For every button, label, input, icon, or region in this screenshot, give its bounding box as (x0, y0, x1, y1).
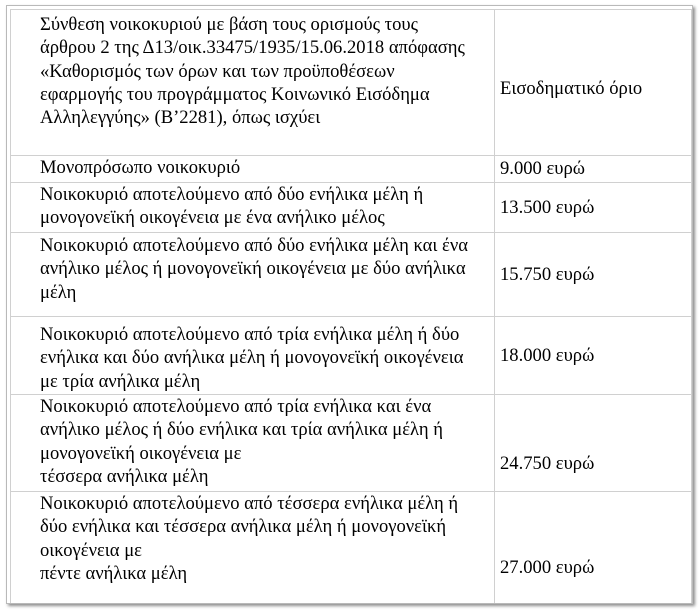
row-description: Νοικοκυριό αποτελούμενο από τέσσερα ενήλικα μέλη ή δύο ενήλικα και τέσσερα ανήλικα μέλη ή μονογονεϊκή οικογένεια με πέντε ανήλικα μέλη (11, 492, 495, 604)
income-threshold-table (10, 9, 692, 604)
row-income-limit: 18.000 ευρώ (495, 317, 692, 395)
row-description: Μονοπρόσωπο νοικοκυριό (11, 156, 495, 183)
table-row (11, 156, 692, 183)
table-row (11, 317, 692, 395)
row-income-limit: 15.750 ευρώ (495, 233, 692, 317)
table-row (11, 492, 692, 604)
row-income-limit: 24.750 ευρώ (495, 395, 692, 492)
table-header-row (11, 10, 692, 156)
row-description: Νοικοκυριό αποτελούμενο από τρία ενήλικα και ένα ανήλικο μέλος ή δύο ενήλικα και τρία ανήλικα μέλη ή μονογονεϊκή οικογένεια με τέσσερα ανήλικα μέλη (11, 395, 495, 492)
document-frame (6, 5, 693, 604)
header-income-limit: Εισοδηματικό όριο (495, 10, 692, 156)
row-description: Νοικοκυριό αποτελούμενο από δύο ενήλικα μέλη και ένα ανήλικο μέλος ή μονογονεϊκή οικογένεια με δύο ανήλικα μέλη (11, 233, 495, 317)
row-income-limit: 9.000 ευρώ (495, 156, 692, 183)
row-description: Νοικοκυριό αποτελούμενο από τρία ενήλικα μέλη ή δύο ενήλικα και δύο ανήλικα μέλη ή μονογονεϊκή οικογένεια με τρία ανήλικα μέλη (11, 317, 495, 395)
header-household-composition: Σύνθεση νοικοκυριού με βάση τους ορισμούς τους άρθρου 2 της Δ13/οικ.33475/1935/15.06.2018 απόφασης «Καθορισμός των όρων και των προϋποθέσεων εφαρμογής του προγράμματος Κοινωνικό Εισόδημα Αλληλεγγύης» (Β’2281), όπως ισχύει (11, 10, 495, 156)
row-income-limit: 13.500 ευρώ (495, 183, 692, 233)
table-row (11, 233, 692, 317)
table-row (11, 395, 692, 492)
table-row (11, 183, 692, 233)
row-income-limit: 27.000 ευρώ (495, 492, 692, 604)
row-description: Νοικοκυριό αποτελούμενο από δύο ενήλικα μέλη ή μονογονεϊκή οικογένεια με ένα ανήλικο μέλος (11, 183, 495, 233)
